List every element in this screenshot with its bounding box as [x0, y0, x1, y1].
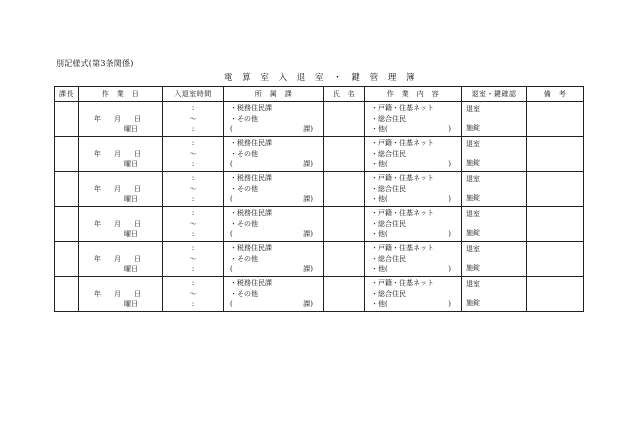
work-option-other: ・他( — [371, 265, 388, 274]
time-separator: 〜 — [189, 219, 197, 228]
work-date-cell[interactable] — [79, 172, 163, 207]
work-cell[interactable] — [365, 207, 462, 242]
dept-cell[interactable] — [224, 207, 324, 242]
work-option-sogo: ・総合住民 — [371, 114, 406, 123]
entry-exit-log-table — [54, 86, 584, 312]
check-cell[interactable] — [462, 242, 527, 277]
work-option-koseki: ・戸籍・住基ネット — [371, 209, 434, 218]
dept-paren-close: 課) — [303, 230, 313, 239]
name-cell[interactable] — [324, 277, 365, 312]
time-in-colon: : — [191, 104, 195, 113]
chief-stamp-cell[interactable] — [55, 242, 79, 277]
dept-paren-open: ( — [230, 125, 233, 134]
name-cell[interactable] — [324, 207, 365, 242]
work-paren-close: ) — [448, 195, 451, 204]
day-label: 日 — [134, 219, 141, 228]
header-check: 退室・鍵確認 — [462, 87, 527, 102]
note-cell[interactable] — [527, 137, 584, 172]
check-lock-label: 施錠 — [466, 263, 480, 272]
month-label: 月 — [114, 114, 121, 123]
note-cell[interactable] — [527, 102, 584, 137]
header-chief: 課長 — [55, 87, 79, 102]
dept-option-tax: ・税務住民課 — [230, 174, 272, 183]
dept-paren-open: ( — [230, 195, 233, 204]
dept-option-other: ・その他 — [230, 254, 258, 263]
time-cell[interactable] — [163, 242, 224, 277]
work-option-sogo: ・総合住民 — [371, 289, 406, 298]
time-out-colon: : — [191, 230, 195, 239]
weekday-label: 曜日 — [124, 195, 138, 204]
year-label: 年 — [94, 149, 101, 158]
dept-paren-close: 課) — [303, 300, 313, 309]
dept-option-tax: ・税務住民課 — [230, 209, 272, 218]
time-separator: 〜 — [189, 149, 197, 158]
time-cell[interactable] — [163, 277, 224, 312]
dept-cell[interactable] — [224, 102, 324, 137]
check-exit-label: 退室 — [466, 140, 480, 148]
work-option-koseki: ・戸籍・住基ネット — [371, 139, 434, 148]
header-work-date: 作 業 日 — [79, 87, 163, 102]
dept-option-other: ・その他 — [230, 149, 258, 158]
work-option-sogo: ・総合住民 — [371, 254, 406, 263]
time-cell[interactable] — [163, 172, 224, 207]
dept-option-other: ・その他 — [230, 219, 258, 228]
day-label: 日 — [134, 184, 141, 193]
header-note: 備 考 — [527, 87, 584, 102]
dept-option-tax: ・税務住民課 — [230, 279, 272, 288]
dept-paren-close: 課) — [303, 160, 313, 169]
chief-stamp-cell[interactable] — [55, 137, 79, 172]
time-in-colon: : — [191, 209, 195, 218]
table-row — [55, 277, 584, 312]
table-row — [55, 137, 584, 172]
month-label: 月 — [114, 184, 121, 193]
check-exit-label: 退室 — [466, 210, 480, 218]
year-label: 年 — [94, 114, 101, 123]
work-date-cell[interactable] — [79, 277, 163, 312]
work-cell[interactable] — [365, 172, 462, 207]
time-out-colon: : — [191, 160, 195, 169]
check-lock-label: 施錠 — [466, 228, 480, 237]
work-option-koseki: ・戸籍・住基ネット — [371, 174, 434, 183]
time-separator: 〜 — [189, 184, 197, 193]
dept-paren-open: ( — [230, 160, 233, 169]
time-cell[interactable] — [163, 102, 224, 137]
dept-paren-close: 課) — [303, 195, 313, 204]
work-option-koseki: ・戸籍・住基ネット — [371, 279, 434, 288]
dept-option-other: ・その他 — [230, 289, 258, 298]
work-option-other: ・他( — [371, 160, 388, 169]
work-paren-close: ) — [448, 160, 451, 169]
chief-stamp-cell[interactable] — [55, 207, 79, 242]
day-label: 日 — [134, 149, 141, 158]
header-row — [55, 87, 584, 102]
day-label: 日 — [134, 114, 141, 123]
check-exit-label: 退室 — [466, 245, 480, 253]
work-option-sogo: ・総合住民 — [371, 219, 406, 228]
table-row — [55, 172, 584, 207]
note-cell[interactable] — [527, 277, 584, 312]
year-label: 年 — [94, 219, 101, 228]
check-cell[interactable] — [462, 277, 527, 312]
time-in-colon: : — [191, 174, 195, 183]
month-label: 月 — [114, 149, 121, 158]
time-out-colon: : — [191, 195, 195, 204]
time-out-colon: : — [191, 125, 195, 134]
work-date-cell[interactable] — [79, 137, 163, 172]
chief-stamp-cell[interactable] — [55, 172, 79, 207]
dept-cell[interactable] — [224, 277, 324, 312]
work-option-other: ・他( — [371, 125, 388, 134]
work-date-cell[interactable] — [79, 102, 163, 137]
note-cell[interactable] — [527, 172, 584, 207]
weekday-label: 曜日 — [124, 300, 138, 309]
check-exit-label: 退室 — [466, 280, 480, 288]
work-option-koseki: ・戸籍・住基ネット — [371, 244, 434, 253]
work-date-cell[interactable] — [79, 207, 163, 242]
day-label: 日 — [134, 289, 141, 298]
time-in-colon: : — [191, 244, 195, 253]
chief-stamp-cell[interactable] — [55, 277, 79, 312]
check-cell[interactable] — [462, 102, 527, 137]
dept-paren-close: 課) — [303, 125, 313, 134]
time-separator: 〜 — [189, 254, 197, 263]
weekday-label: 曜日 — [124, 265, 138, 274]
year-label: 年 — [94, 184, 101, 193]
work-paren-close: ) — [448, 125, 451, 134]
weekday-label: 曜日 — [124, 125, 138, 134]
check-cell[interactable] — [462, 207, 527, 242]
dept-cell[interactable] — [224, 242, 324, 277]
document-title: 電 算 室 入 退 室 ・ 鍵 管 理 簿 — [223, 73, 419, 83]
check-lock-label: 施錠 — [466, 298, 480, 307]
table-row — [55, 207, 584, 242]
time-separator: 〜 — [189, 289, 197, 298]
weekday-label: 曜日 — [124, 230, 138, 239]
name-cell[interactable] — [324, 242, 365, 277]
work-option-koseki: ・戸籍・住基ネット — [371, 104, 434, 113]
time-separator: 〜 — [189, 114, 197, 123]
dept-cell[interactable] — [224, 137, 324, 172]
month-label: 月 — [114, 219, 121, 228]
form-label: 別記様式(第3条関係) — [56, 59, 134, 68]
check-exit-label: 退室 — [466, 175, 480, 183]
year-label: 年 — [94, 254, 101, 263]
work-option-other: ・他( — [371, 195, 388, 204]
table-row — [55, 242, 584, 277]
chief-stamp-cell[interactable] — [55, 102, 79, 137]
check-exit-label: 退室 — [466, 105, 480, 113]
work-cell[interactable] — [365, 242, 462, 277]
dept-option-other: ・その他 — [230, 184, 258, 193]
check-lock-label: 施錠 — [466, 193, 480, 202]
work-option-sogo: ・総合住民 — [371, 184, 406, 193]
work-paren-close: ) — [448, 265, 451, 274]
work-date-cell[interactable] — [79, 242, 163, 277]
time-in-colon: : — [191, 139, 195, 148]
time-cell[interactable] — [163, 207, 224, 242]
dept-option-tax: ・税務住民課 — [230, 244, 272, 253]
check-lock-label: 施錠 — [466, 158, 480, 167]
work-paren-close: ) — [448, 300, 451, 309]
time-out-colon: : — [191, 265, 195, 274]
name-cell[interactable] — [324, 102, 365, 137]
header-name: 氏 名 — [324, 87, 365, 102]
header-dept: 所 属 課 — [224, 87, 324, 102]
check-lock-label: 施錠 — [466, 123, 480, 132]
weekday-label: 曜日 — [124, 160, 138, 169]
check-cell[interactable] — [462, 172, 527, 207]
dept-paren-close: 課) — [303, 265, 313, 274]
month-label: 月 — [114, 289, 121, 298]
year-label: 年 — [94, 289, 101, 298]
note-cell[interactable] — [527, 242, 584, 277]
work-cell[interactable] — [365, 137, 462, 172]
month-label: 月 — [114, 254, 121, 263]
note-cell[interactable] — [527, 207, 584, 242]
time-cell[interactable] — [163, 137, 224, 172]
day-label: 日 — [134, 254, 141, 263]
name-cell[interactable] — [324, 172, 365, 207]
time-in-colon: : — [191, 279, 195, 288]
work-option-other: ・他( — [371, 230, 388, 239]
dept-option-tax: ・税務住民課 — [230, 139, 272, 148]
time-out-colon: : — [191, 300, 195, 309]
name-cell[interactable] — [324, 137, 365, 172]
work-paren-close: ) — [448, 230, 451, 239]
dept-cell[interactable] — [224, 172, 324, 207]
header-time: 入退室時間 — [163, 87, 224, 102]
work-cell[interactable] — [365, 102, 462, 137]
dept-option-tax: ・税務住民課 — [230, 104, 272, 113]
dept-paren-open: ( — [230, 300, 233, 309]
dept-paren-open: ( — [230, 230, 233, 239]
work-option-other: ・他( — [371, 300, 388, 309]
dept-paren-open: ( — [230, 265, 233, 274]
work-cell[interactable] — [365, 277, 462, 312]
dept-option-other: ・その他 — [230, 114, 258, 123]
work-option-sogo: ・総合住民 — [371, 149, 406, 158]
check-cell[interactable] — [462, 137, 527, 172]
table-row — [55, 102, 584, 137]
header-work: 作 業 内 容 — [365, 87, 462, 102]
